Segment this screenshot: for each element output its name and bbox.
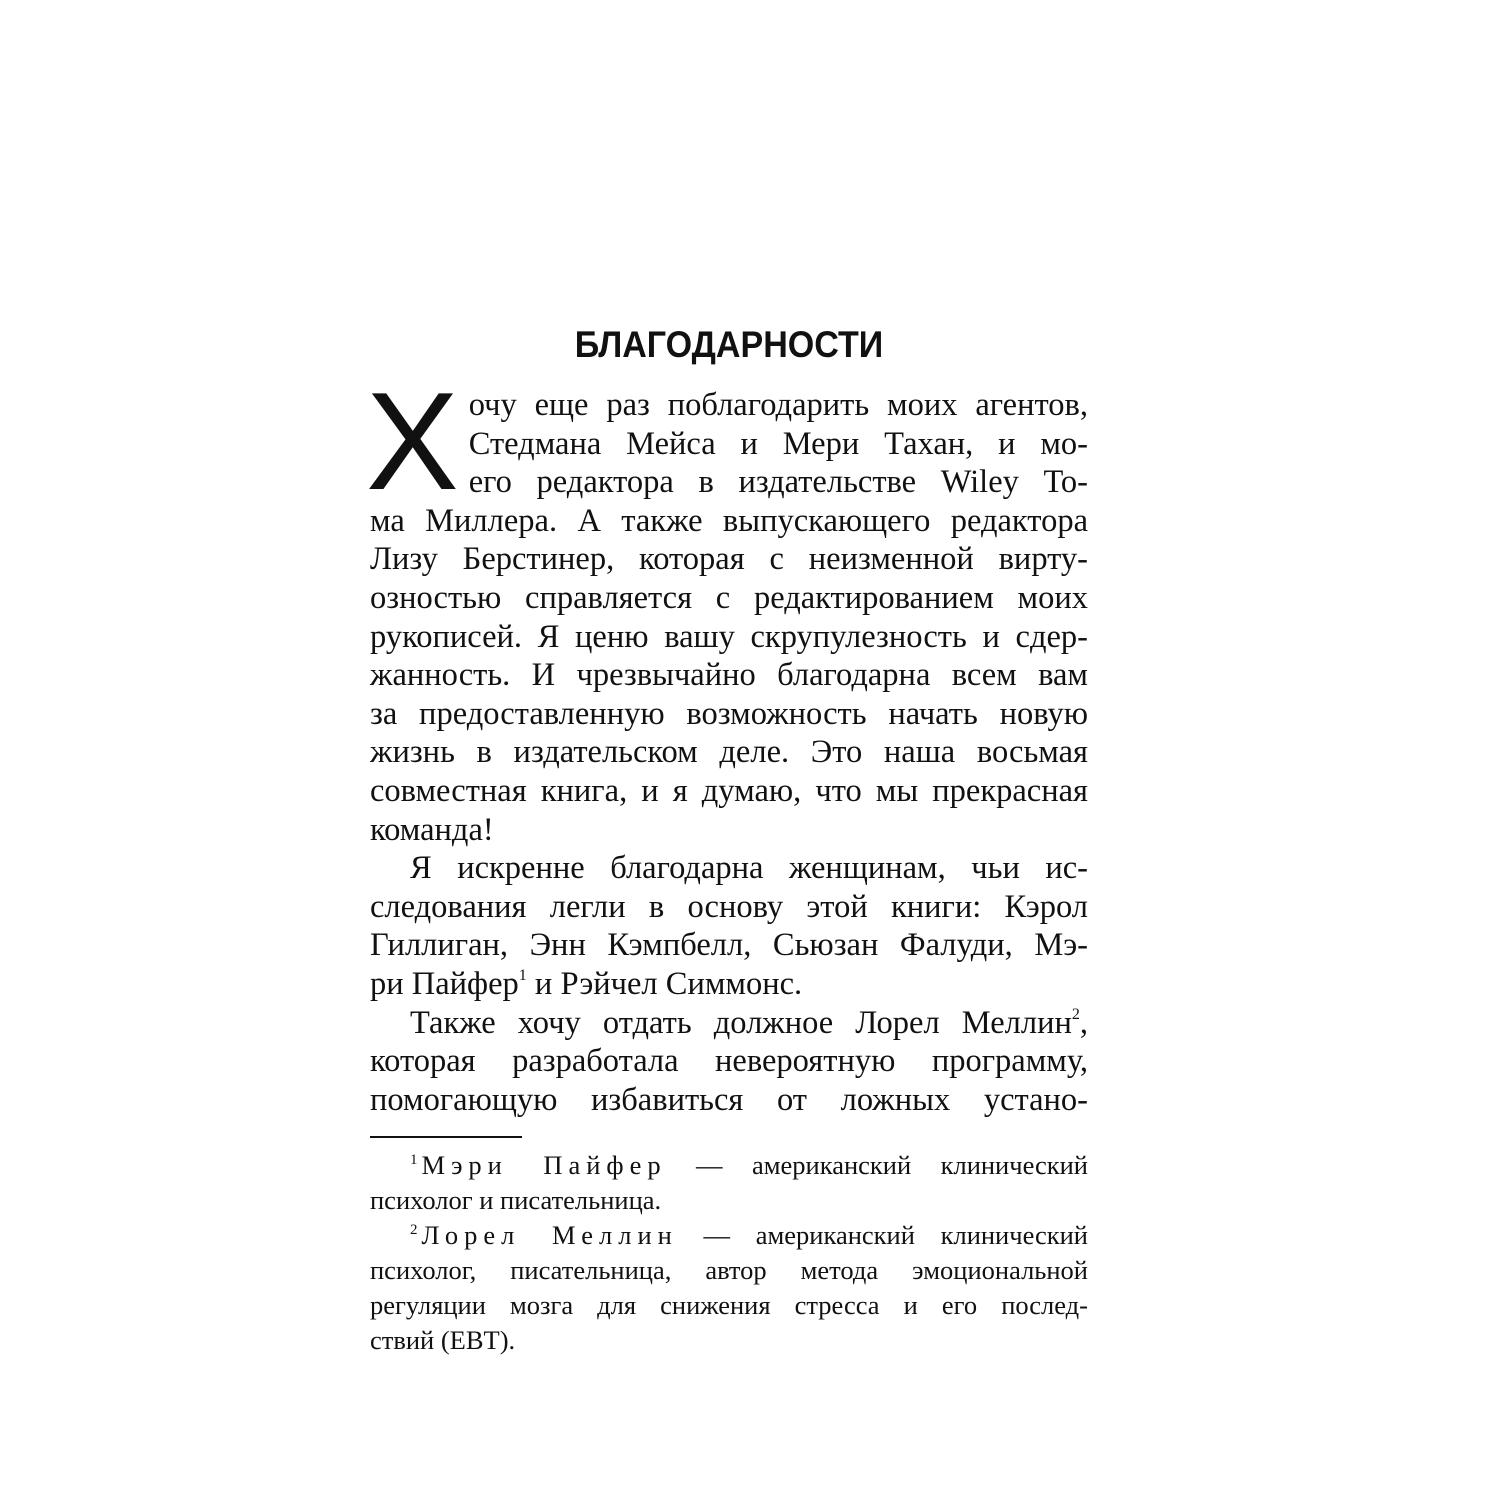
text-line: Стедмана Мейса и Мери Тахан, и мо- bbox=[468, 425, 1088, 462]
text-line: которая разработала невероятную программу, bbox=[370, 1043, 1088, 1080]
page-title: БЛАГОДАРНОСТИ bbox=[574, 323, 884, 365]
text-line: команда! bbox=[370, 811, 494, 848]
text-fragment: — американский клинический bbox=[677, 1220, 1088, 1250]
text-fragment: , bbox=[1079, 1004, 1088, 1041]
text-line: жанность. И чрезвычайно благодарна всем вам bbox=[370, 657, 1088, 694]
footnote-line bbox=[370, 1148, 1088, 1183]
text-fragment: — американский клинический bbox=[666, 1150, 1088, 1180]
text-line: жизнь в издательском деле. Это наша восьмая bbox=[370, 734, 1088, 771]
text-line: помогающую избавиться от ложных устано- bbox=[370, 1081, 1088, 1118]
paragraph-3 bbox=[370, 1004, 1088, 1120]
text-line: Лизу Берстинер, которая с неизменной вирту- bbox=[370, 541, 1088, 578]
text-line: очу еще раз поблагодарить моих агентов, bbox=[468, 387, 1088, 423]
footnote-line: психолог и писательница. bbox=[370, 1185, 662, 1215]
text-line: совместная книга, и я думаю, что мы прекрасная bbox=[370, 772, 1088, 809]
footnote-line: ствий (EBT). bbox=[370, 1325, 516, 1355]
text-line bbox=[370, 1004, 1088, 1043]
text-line: Я искренне благодарна женщинам, чьи ис- bbox=[410, 850, 1088, 887]
paragraph-1 bbox=[366, 364, 1088, 849]
footnote-number: 2 bbox=[410, 1222, 418, 1238]
text-fragment: и Рэйчел Симмонс. bbox=[526, 965, 803, 1002]
text-line: его редактора в издательстве Wiley То- bbox=[468, 464, 1088, 501]
text-fragment: ри Пайфер bbox=[370, 965, 519, 1002]
footnote-ref-2[interactable]: 2 bbox=[1071, 1005, 1080, 1023]
text-line: следования легли в основу этой книги: Кэрол bbox=[370, 888, 1088, 925]
text-line: Гиллиган, Энн Кэмпбелл, Сьюзан Фалуди, Мэ- bbox=[370, 927, 1088, 964]
footnote-name: Мэри Пайфер bbox=[421, 1150, 667, 1180]
footnote-ref-1[interactable]: 1 bbox=[518, 966, 527, 984]
footnote-line bbox=[370, 1218, 1088, 1253]
text-line: рукописей. Я ценю вашу скрупулезность и сдер- bbox=[370, 618, 1088, 655]
text-line bbox=[370, 965, 1088, 1004]
footnote-line: регуляции мозга для снижения стресса и его послед- bbox=[370, 1290, 1088, 1320]
footnote-line: психолог, писательница, автор метода эмоциональной bbox=[370, 1255, 1088, 1285]
footnote-number: 1 bbox=[410, 1152, 418, 1168]
paragraph-2 bbox=[370, 849, 1088, 1003]
text-line: за предоставленную возможность начать новую bbox=[370, 695, 1088, 732]
footnote-divider bbox=[370, 1136, 522, 1138]
text-line: озностью справляется с редактированием моих bbox=[370, 579, 1088, 616]
footnote-1 bbox=[370, 1148, 1088, 1218]
drop-cap: Х bbox=[366, 364, 459, 519]
footnote-name: Лорел Меллин bbox=[421, 1220, 678, 1250]
footnotes bbox=[370, 1148, 1088, 1358]
text-line: ма Миллера. А также выпускающего редактора bbox=[370, 502, 1088, 539]
footnote-2 bbox=[370, 1218, 1088, 1358]
text-fragment: Также хочу отдать должное Лорел Меллин bbox=[410, 1004, 1072, 1041]
body-text bbox=[366, 364, 1088, 1119]
